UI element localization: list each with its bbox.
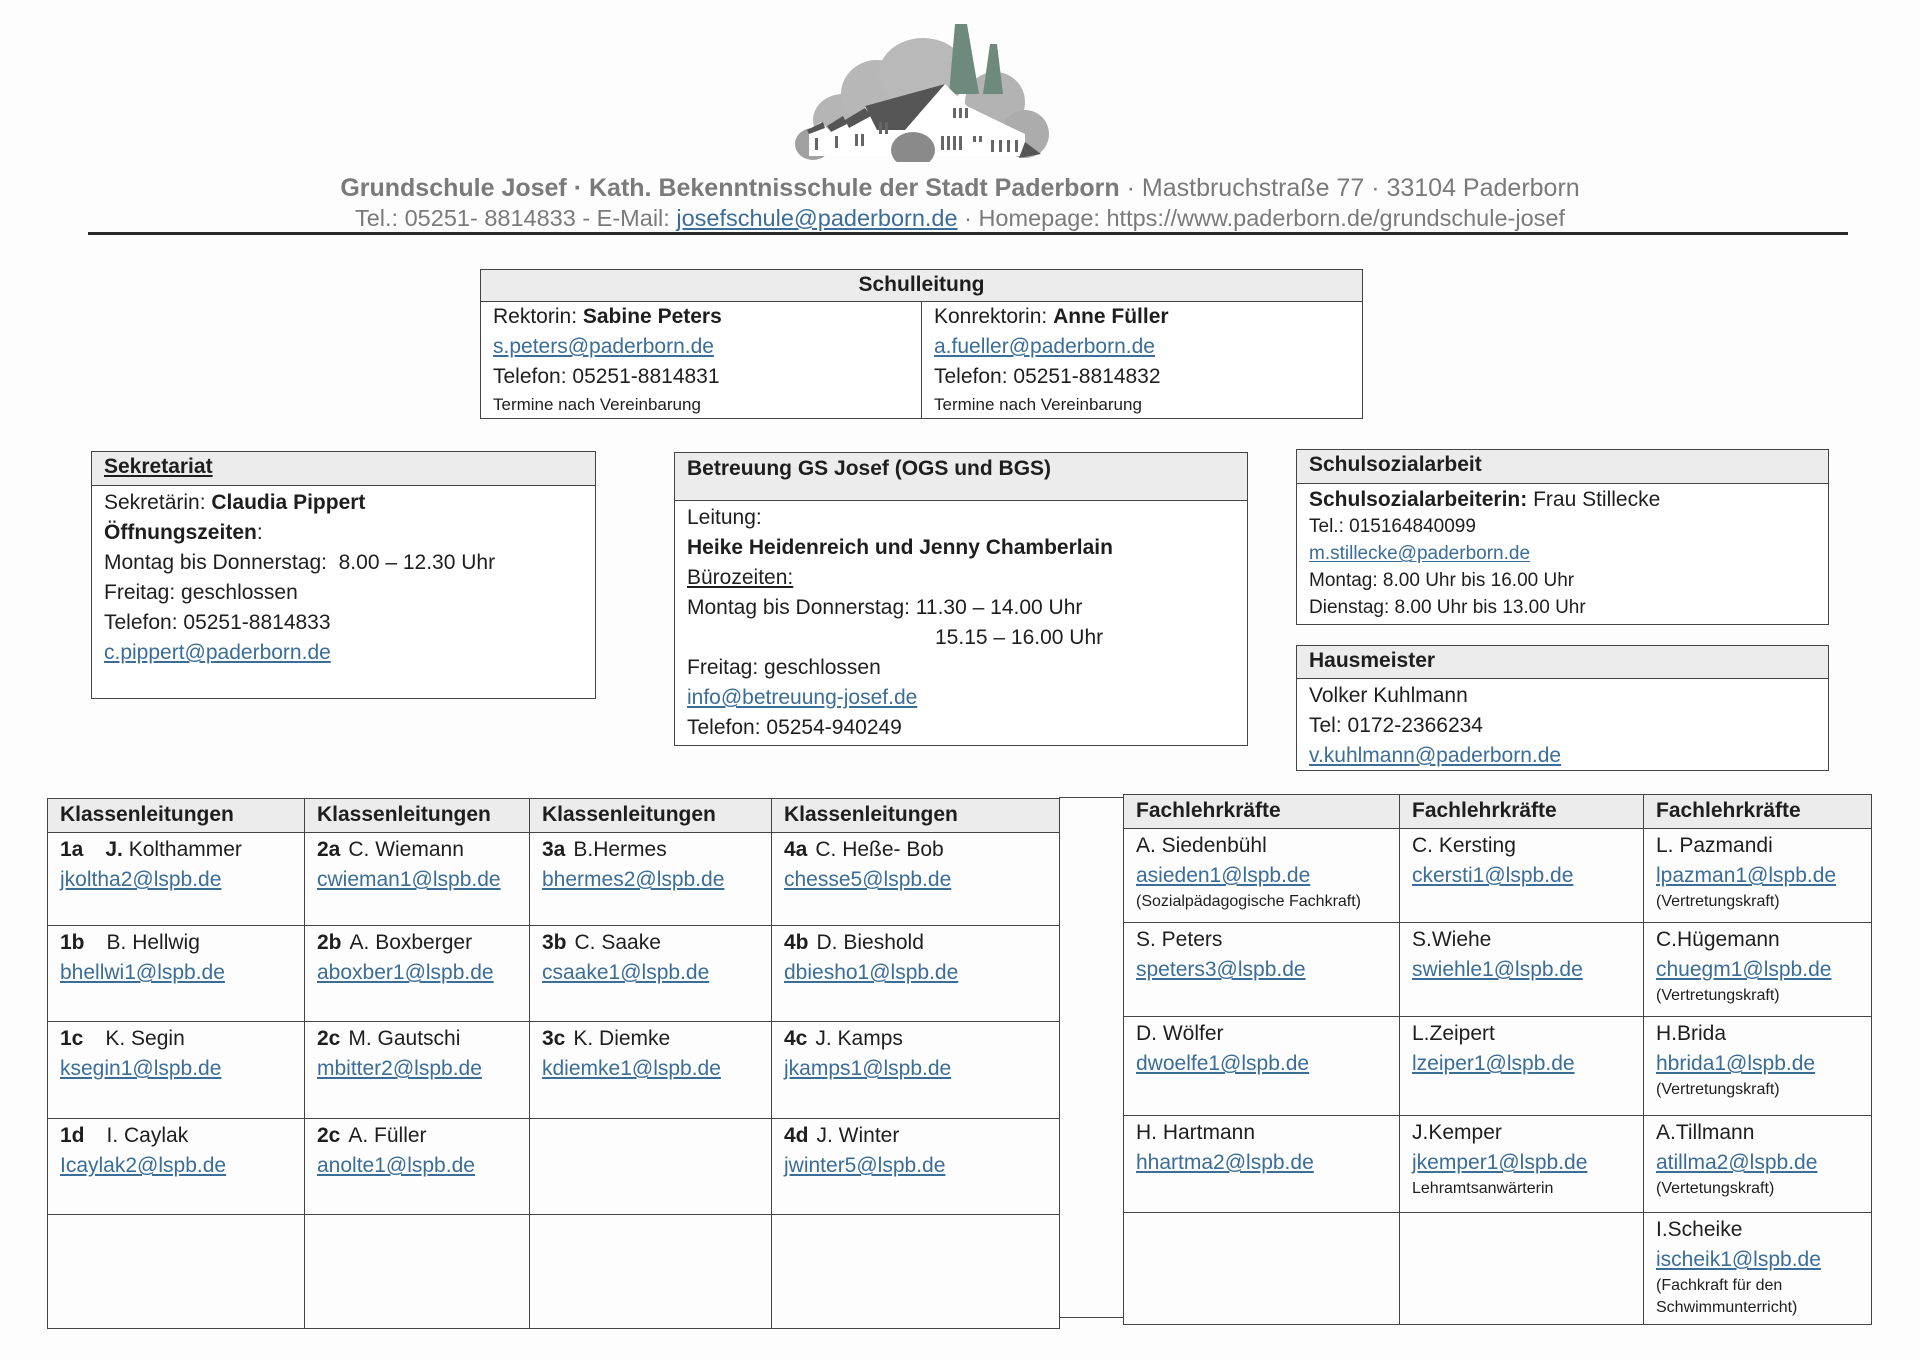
class-label: 3c (542, 1027, 566, 1050)
teacher-email-link[interactable]: chuegm1@lspb.de (1656, 958, 1832, 981)
teacher-email-link[interactable]: ckersti1@lspb.de (1412, 864, 1574, 887)
schulleitung-title: Schulleitung (481, 270, 1362, 302)
konrektorin-name: Anne Füller (1053, 305, 1169, 328)
betreuung-friday: Freitag: geschlossen (687, 656, 881, 679)
homepage-line: · Homepage: https://www.paderborn.de/grundschule-josef (957, 205, 1565, 231)
class-label: 4b (784, 931, 809, 954)
class-cell (305, 1119, 530, 1215)
column-header: Klassenleitungen (48, 799, 305, 833)
teacher-name: H.Brida (1656, 1022, 1727, 1045)
teacher-name: K. Diemke (573, 1027, 671, 1050)
teacher-email-link[interactable]: chesse5@lspb.de (784, 868, 952, 891)
teacher-name: Kolthammer (122, 838, 242, 861)
teacher-email-link[interactable]: Icaylak2@lspb.de (60, 1154, 227, 1177)
teacher-name: B. Hellwig (106, 931, 200, 954)
table-spacer-column (1059, 797, 1123, 1318)
teacher-cell (1400, 1017, 1644, 1116)
teacher-email-link[interactable]: hbrida1@lspb.de (1656, 1052, 1816, 1075)
teacher-note: (Fachkraft für den Schwimmunterricht) (1656, 1277, 1798, 1316)
teacher-email-link[interactable]: mbitter2@lspb.de (317, 1057, 482, 1080)
betreuung-title: Betreuung GS Josef (OGS und BGS) (675, 453, 1247, 501)
teacher-cell (1124, 1116, 1400, 1213)
teacher-cell (1400, 829, 1644, 923)
class-cell (48, 1022, 305, 1119)
schulsozialarbeit-email-link[interactable]: m.stillecke@paderborn.de (1309, 543, 1531, 564)
teacher-name: C. Saake (574, 931, 661, 954)
teacher-name: A. Füller (348, 1124, 427, 1147)
teacher-email-link[interactable]: anolte1@lspb.de (317, 1154, 475, 1177)
teacher-email-link[interactable]: aboxber1@lspb.de (317, 961, 494, 984)
teacher-email-link[interactable]: speters3@lspb.de (1136, 958, 1306, 981)
betreuung-phone: Telefon: 05254-940249 (687, 716, 902, 739)
teacher-cell (1124, 923, 1400, 1017)
schulsozialarbeit-tuesday: Dienstag: 8.00 Uhr bis 13.00 Uhr (1309, 597, 1586, 618)
table-row (48, 833, 1060, 926)
schulsozialarbeit-phone: Tel.: 015164840099 (1309, 516, 1476, 537)
class-label: 3a (542, 838, 566, 861)
hausmeister-phone: Tel: 0172-2366234 (1309, 714, 1483, 737)
separator: · (1126, 174, 1135, 202)
class-cell (530, 1215, 772, 1329)
schulsozialarbeit-monday: Montag: 8.00 Uhr bis 16.00 Uhr (1309, 570, 1575, 591)
teacher-cell (1124, 1213, 1400, 1325)
hausmeister-box (1296, 645, 1829, 771)
school-email-link[interactable]: josefschule@paderborn.de (676, 205, 958, 231)
teacher-email-link[interactable]: dwoelfe1@lspb.de (1136, 1052, 1310, 1075)
teacher-email-link[interactable]: jwinter5@lspb.de (784, 1154, 946, 1177)
schulleitung-box (480, 269, 1363, 419)
betreuung-hours-2: 15.15 – 16.00 Uhr (935, 626, 1104, 649)
teacher-name: A. Boxberger (349, 931, 473, 954)
class-label: 2a (317, 838, 341, 861)
class-label: 4c (784, 1027, 808, 1050)
class-cell (772, 1119, 1060, 1215)
teacher-email-link[interactable]: asieden1@lspb.de (1136, 864, 1311, 887)
sekretariat-box (91, 451, 596, 699)
class-cell (48, 1119, 305, 1215)
city-address: 33104 Paderborn (1386, 174, 1580, 202)
sekretariat-title: Sekretariat (92, 452, 595, 486)
teacher-name: H. Hartmann (1136, 1121, 1256, 1144)
opening-hours-colon: : (256, 521, 263, 544)
class-cell (772, 1215, 1060, 1329)
class-label: 4d (784, 1124, 809, 1147)
class-cell (48, 1215, 305, 1329)
class-cell (305, 926, 530, 1022)
konrektorin-note: Termine nach Vereinbarung (934, 395, 1142, 414)
teacher-note: (Vertretungskraft) (1656, 987, 1780, 1004)
teacher-name: J. Kamps (815, 1027, 903, 1050)
teacher-name: J.Kemper (1412, 1121, 1502, 1144)
teacher-name: C. Wiemann (348, 838, 464, 861)
letterhead-divider (88, 232, 1848, 235)
sekretariat-email-link[interactable]: c.pippert@paderborn.de (104, 641, 331, 664)
table-row (1124, 1017, 1872, 1116)
separator: · (1371, 174, 1380, 202)
betreuung-leitung-label: Leitung: (687, 506, 762, 529)
school-name: Grundschule Josef (340, 174, 567, 202)
class-cell (772, 833, 1060, 926)
sekretariat-name: Claudia Pippert (211, 491, 366, 514)
class-label: 1a (60, 838, 84, 861)
class-label: 3b (542, 931, 567, 954)
class-cell (530, 1022, 772, 1119)
opening-hours-label: Öffnungszeiten (104, 521, 257, 544)
teacher-cell (1644, 923, 1872, 1017)
teacher-email-link[interactable]: lzeiper1@lspb.de (1412, 1052, 1575, 1075)
teacher-cell (1644, 829, 1872, 923)
teacher-email-link[interactable]: csaake1@lspb.de (542, 961, 710, 984)
rektorin-name: Sabine Peters (582, 305, 722, 328)
sekretariat-hours: Montag bis Donnerstag: 8.00 – 12.30 Uhr (104, 551, 496, 574)
table-row (48, 1215, 1060, 1329)
rektorin-phone: Telefon: 05251-8814831 (493, 365, 720, 388)
column-header: Fachlehrkräfte (1124, 795, 1400, 829)
column-header: Klassenleitungen (305, 799, 530, 833)
teacher-note: (Vertretungskraft) (1656, 1081, 1780, 1098)
teacher-name: S. Peters (1136, 928, 1223, 951)
hausmeister-email-link[interactable]: v.kuhlmann@paderborn.de (1309, 744, 1562, 767)
teacher-email-link[interactable]: bhellwi1@lspb.de (60, 961, 225, 984)
teacher-cell (1400, 923, 1644, 1017)
teacher-email-link[interactable]: bhermes2@lspb.de (542, 868, 725, 891)
column-header: Klassenleitungen (530, 799, 772, 833)
schulsozialarbeit-title: Schulsozialarbeit (1297, 450, 1828, 484)
class-label: 1b (60, 931, 85, 954)
class-cell (48, 833, 305, 926)
class-cell (305, 833, 530, 926)
column-header: Fachlehrkräfte (1644, 795, 1872, 829)
teacher-note: (Sozialpädagogische Fachkraft) (1136, 893, 1362, 910)
rektorin-email-link[interactable]: s.peters@paderborn.de (493, 335, 714, 358)
teacher-name: M. Gautschi (348, 1027, 461, 1050)
sekretariat-phone: Telefon: 05251-8814833 (104, 611, 331, 634)
teacher-email-link[interactable]: kdiemke1@lspb.de (542, 1057, 721, 1080)
teacher-email-link[interactable]: hhartma2@lspb.de (1136, 1151, 1314, 1174)
school-type: Kath. Bekenntnisschule der Stadt Paderborn (589, 174, 1120, 202)
teacher-email-link[interactable]: ksegin1@lspb.de (60, 1057, 222, 1080)
class-label: 2c (317, 1027, 341, 1050)
column-header: Klassenleitungen (772, 799, 1060, 833)
class-cell (772, 926, 1060, 1022)
table-row (48, 1119, 1060, 1215)
rektorin-role: Rektorin: (493, 305, 583, 328)
teacher-name: C. Kersting (1412, 834, 1516, 857)
table-row (1124, 923, 1872, 1017)
teacher-email-link[interactable]: atillma2@lspb.de (1656, 1151, 1818, 1174)
betreuung-hours-1: Montag bis Donnerstag: 11.30 – 14.00 Uhr (687, 596, 1083, 619)
teacher-email-link[interactable]: swiehle1@lspb.de (1412, 958, 1583, 981)
teacher-cell (1124, 1017, 1400, 1116)
class-cell (530, 1119, 772, 1215)
hausmeister-title: Hausmeister (1297, 646, 1828, 679)
teacher-name: K. Segin (105, 1027, 185, 1050)
teacher-name: D. Wölfer (1136, 1022, 1224, 1045)
teacher-email-link[interactable]: jkoltha2@lspb.de (60, 868, 222, 891)
teacher-note: Lehramtsanwärterin (1412, 1180, 1554, 1197)
teacher-name: D. Bieshold (816, 931, 924, 954)
teacher-name: A. Siedenbühl (1136, 834, 1267, 857)
teacher-cell (1124, 829, 1400, 923)
teacher-name: L. Pazmandi (1656, 834, 1773, 857)
teacher-name: I.Scheike (1656, 1218, 1743, 1241)
rektorin-note: Termine nach Vereinbarung (493, 395, 701, 414)
teacher-email-link[interactable]: cwieman1@lspb.de (317, 868, 501, 891)
teacher-cell (1400, 1213, 1644, 1325)
teacher-name: S.Wiehe (1412, 928, 1492, 951)
column-header: Fachlehrkräfte (1400, 795, 1644, 829)
table-row (1124, 1116, 1872, 1213)
class-cell (772, 1022, 1060, 1119)
letterhead-title (0, 174, 1920, 203)
table-row (48, 1022, 1060, 1119)
fachlehrkraefte-table (1123, 794, 1872, 1325)
betreuung-leitung-names: Heike Heidenreich und Jenny Chamberlain (687, 536, 1113, 559)
teacher-email-link[interactable]: jkemper1@lspb.de (1412, 1151, 1588, 1174)
teacher-cell (1400, 1116, 1644, 1213)
teacher-email-link[interactable]: jkamps1@lspb.de (784, 1057, 952, 1080)
schulsozialarbeit-box (1296, 449, 1829, 625)
konrektorin-email-link[interactable]: a.fueller@paderborn.de (934, 335, 1155, 358)
teacher-name: L.Zeipert (1412, 1022, 1495, 1045)
table-row (1124, 829, 1872, 923)
rektorin-cell (481, 302, 921, 418)
teacher-name: J. Winter (816, 1124, 900, 1147)
teacher-email-link[interactable]: dbiesho1@lspb.de (784, 961, 959, 984)
betreuung-email-link[interactable]: info@betreuung-josef.de (687, 686, 918, 709)
table-row (1124, 1213, 1872, 1325)
class-cell (305, 1215, 530, 1329)
konrektorin-cell (921, 302, 1362, 418)
teacher-name: A.Tillmann (1656, 1121, 1755, 1144)
teacher-email-link[interactable]: lpazman1@lspb.de (1656, 864, 1837, 887)
konrektorin-role: Konrektorin: (934, 305, 1054, 328)
class-cell (530, 833, 772, 926)
phone-line: Tel.: 05251- 8814833 - E-Mail: (354, 205, 677, 231)
separator: · (573, 174, 583, 202)
sekretariat-role: Sekretärin: (104, 491, 212, 514)
letterhead-contact (0, 205, 1920, 232)
table-header-row (48, 799, 1060, 833)
teacher-name: B.Hermes (573, 838, 667, 861)
klassenleitungen-table (47, 798, 1060, 1329)
table-header-row (1124, 795, 1872, 829)
school-church-logo (785, 22, 1055, 162)
class-label: 2b (317, 931, 342, 954)
teacher-cell (1644, 1116, 1872, 1213)
schulsozialarbeit-name: Frau Stillecke (1527, 488, 1661, 511)
teacher-cell (1644, 1017, 1872, 1116)
teacher-email-link[interactable]: ischeik1@lspb.de (1656, 1248, 1821, 1271)
teacher-name: C. Heße- Bob (815, 838, 944, 861)
class-cell (48, 926, 305, 1022)
street-address: Mastbruchstraße 77 (1141, 174, 1365, 202)
class-cell (530, 926, 772, 1022)
teacher-note: (Vertretungskraft) (1656, 893, 1780, 910)
teacher-name: I. Caylak (106, 1124, 189, 1147)
konrektorin-phone: Telefon: 05251-8814832 (934, 365, 1161, 388)
teacher-note: (Vertetungskraft) (1656, 1180, 1775, 1197)
class-label: 1d (60, 1124, 85, 1147)
class-label: 1c (60, 1027, 84, 1050)
class-cell (305, 1022, 530, 1119)
teacher-name: C.Hügemann (1656, 928, 1780, 951)
betreuung-box (674, 452, 1248, 746)
teacher-cell (1644, 1213, 1872, 1325)
buerozeiten-label: Bürozeiten: (687, 566, 794, 589)
class-label: 4a (784, 838, 808, 861)
schulsozialarbeit-role: Schulsozialarbeiterin: (1309, 488, 1528, 511)
hausmeister-name: Volker Kuhlmann (1309, 684, 1468, 707)
table-row (48, 926, 1060, 1022)
teacher-initial: J. (105, 838, 123, 861)
class-label: 2c (317, 1124, 341, 1147)
sekretariat-friday: Freitag: geschlossen (104, 581, 298, 604)
